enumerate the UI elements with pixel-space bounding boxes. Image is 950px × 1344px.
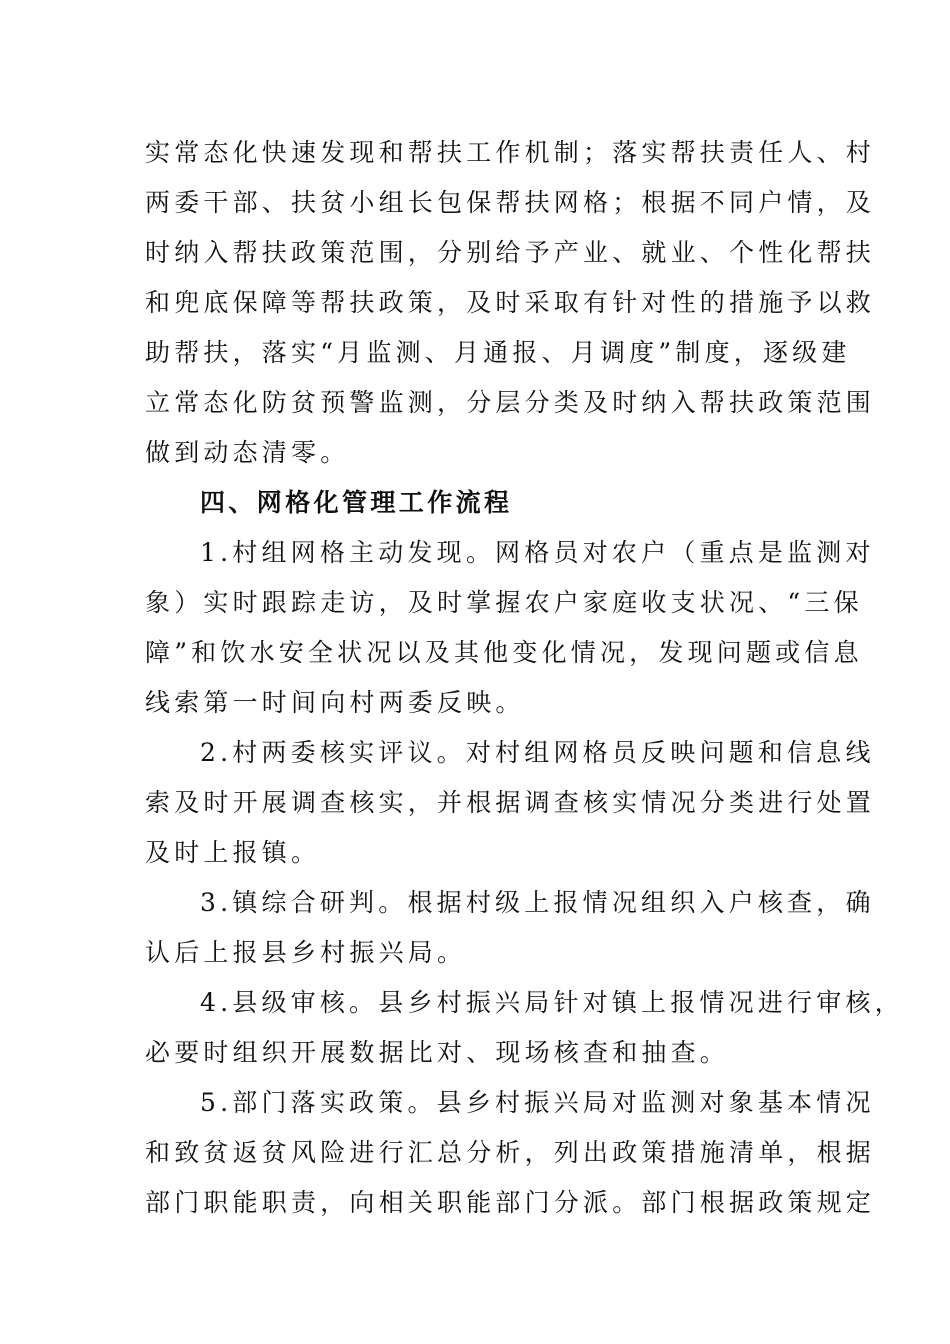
paragraph-line: 5.部门落实政策。县乡村振兴局对监测对象基本情况 (200, 1088, 875, 1117)
paragraph-line: 障”和饮水安全状况以及其他变化情况，发现问题或信息 (145, 638, 863, 667)
paragraph-line: 和兜底保障等帮扶政策，及时采取有针对性的措施予以救 (145, 288, 876, 317)
paragraph-line: 索及时开展调查核实，并根据调查核实情况分类进行处置 (145, 788, 876, 817)
paragraph-line: 线索第一时间向村两委反映。 (145, 688, 525, 717)
paragraph-line: 3.镇综合研判。根据村级上报情况组织入户核查，确 (200, 888, 875, 917)
paragraph-line: 象）实时跟踪走访，及时掌握农户家庭收支状况、“三保 (145, 588, 863, 617)
paragraph-line: 认后上报县乡村振兴局。 (145, 938, 467, 967)
paragraph-line: 时纳入帮扶政策范围，分别给予产业、就业、个性化帮扶 (145, 238, 876, 267)
paragraph-line: 部门职能职责，向相关职能部门分派。部门根据政策规定 (145, 1188, 876, 1217)
paragraph-line: 两委干部、扶贫小组长包保帮扶网格；根据不同户情，及 (145, 188, 876, 217)
paragraph-line: 及时上报镇。 (145, 838, 321, 867)
paragraph-line: 助帮扶，落实“月监测、月通报、月调度”制度，逐级建 (145, 338, 851, 367)
paragraph-line: 立常态化防贫预警监测，分层分类及时纳入帮扶政策范围 (145, 388, 876, 417)
paragraph-line: 做到动态清零。 (145, 438, 350, 467)
paragraph-line: 2.村两委核实评议。对村组网格员反映问题和信息线 (200, 738, 875, 767)
paragraph-line: 必要时组织开展数据比对、现场核查和抽查。 (145, 1038, 730, 1067)
paragraph-line: 和致贫返贫风险进行汇总分析，列出政策措施清单，根据 (145, 1138, 876, 1167)
section-heading: 四、网格化管理工作流程 (200, 488, 513, 517)
paragraph-line: 1.村组网格主动发现。网格员对农户（重点是监测对 (200, 538, 875, 567)
paragraph-line: 实常态化快速发现和帮扶工作机制；落实帮扶责任人、村 (145, 138, 876, 167)
paragraph-line: 4.县级审核。县乡村振兴局针对镇上报情况进行审核， (200, 988, 904, 1017)
document-body (145, 128, 904, 1228)
